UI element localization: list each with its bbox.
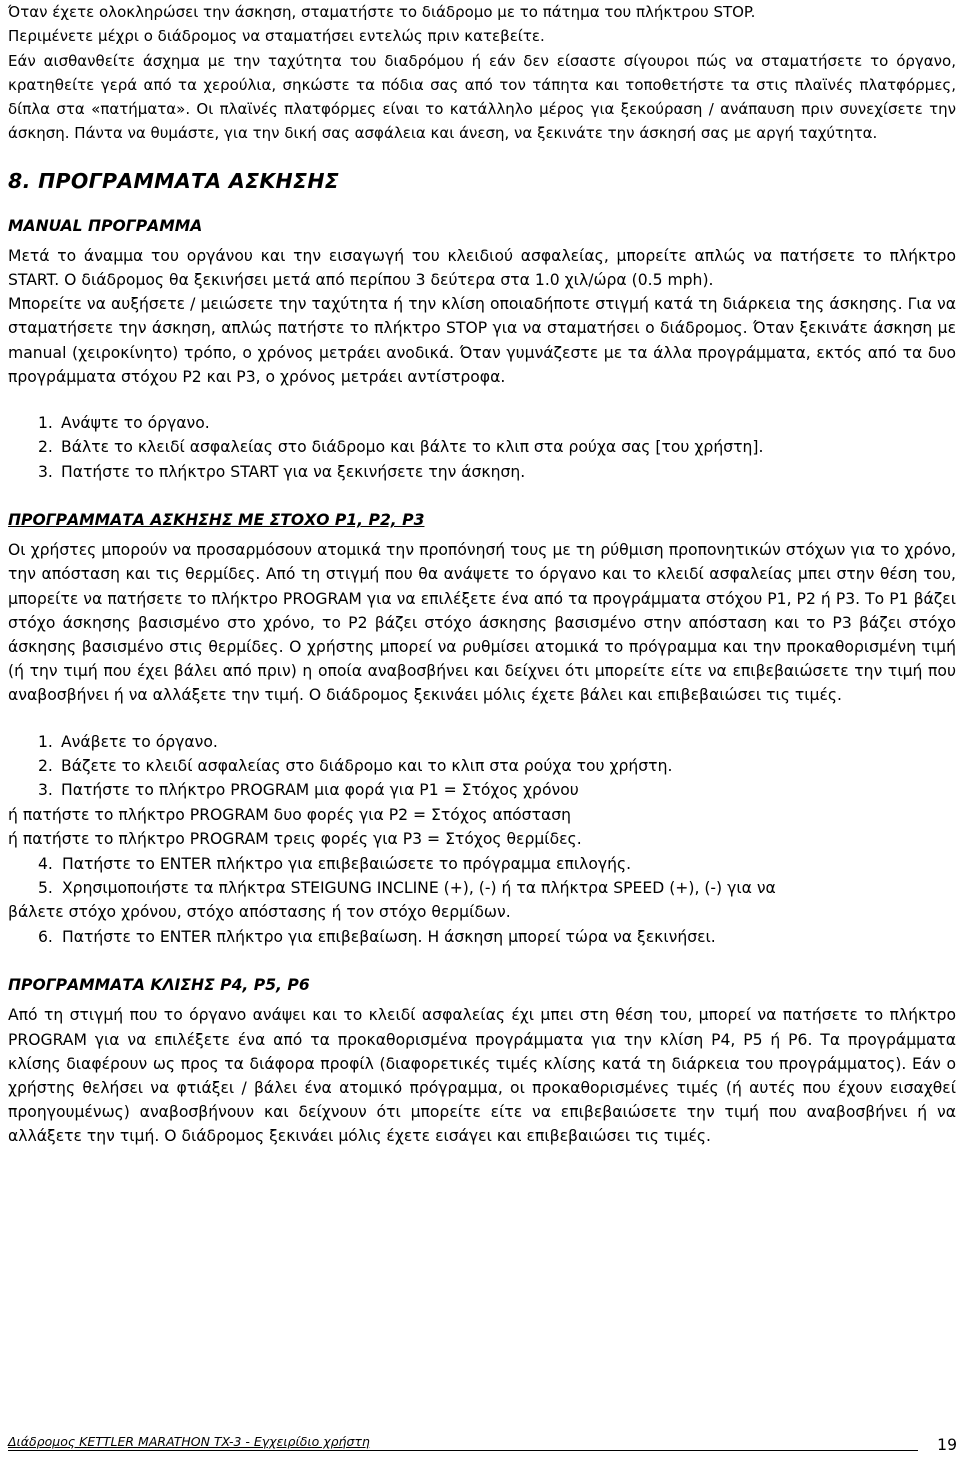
target-paragraph: Οι χρήστες μπορούν να προσαρμόσουν ατομικά την προπόνησή τους με τη ρύθμιση προπονητικών στόχων για το χρόνο, την απόσταση και τις θερμίδες. Από τη στιγμή που θα ανάψετε το όργανο και το κλειδί ασφαλείας μπει στην θέση του, μπορείτε να πατήσετε το πλήκτρο PROGRAM για να επιλέξετε ένα από τα προγράμματα στόχου P1, P2 ή P3. Το P1 βάζει στόχο άσκησης βασισμένο στο χρόνο, το P2 βάζει στόχο άσκησης βασισμένο στην απόσταση και το P3 βάζει στόχο άσκησης βασισμένο στις θερμίδες. Ο χρήστης μπορεί να ρυθμίσει ατομικά το πρόγραμμα και την προκαθορισμένη τιμή (ή την τιμή που έχει βάλει από πριν) η οποία αναβοσβήνει και δείχνει ότι μπορείτε είτε να επιβεβαιώσετε την τιμή που αναβοσβήνει ή να αλλάξετε την τιμή. Ο διάδρομος ξεκινάει μόλις έχετε βάλει και επιβεβαιώσει τις τιμές. [8,541,956,705]
list-item: 3. Πατήστε το πλήκτρο PROGRAM μια φορά για P1 = Στόχος χρόνου [38,781,579,800]
target-steps [8,730,956,950]
intro-line-1: Όταν έχετε ολοκληρώσει την άσκηση, σταματήστε το διάδρομο με το πάτημα του πλήκτρου STOP. [8,3,756,21]
section-title: 8. ΠΡΟΓΡΑΜΜΑΤΑ ΑΣΚΗΣΗΣ [8,168,340,193]
list-item: βάλετε στόχο χρόνου, στόχο απόστασης ή τον στόχο θερμίδων. [8,903,511,922]
list-item: 2. Βάζετε το κλειδί ασφαλείας στο διάδρομο και το κλιπ στα ρούχα του χρήστη. [38,757,673,776]
footer-text: Διάδρομος KETTLER MARATHON TX-3 - Εγχειρίδιο χρήστη [8,1434,370,1449]
incline-heading: ΠΡΟΓΡΑΜΜΑΤΑ ΚΛΙΣΗΣ P4, P5, P6 [8,976,310,995]
manual-steps [8,411,956,484]
list-item: 1. Ανάβετε το όργανο. [38,732,218,751]
incline-paragraph: Από τη στιγμή που το όργανο ανάψει και το κλειδί ασφαλείας έχι μπει στη θέση του, μπορεί να πατήσετε το πλήκτρο PROGRAM για να επιλέξετε ένα από τα προκαθορισμένα προγράμματα για την κλίση P4, P5 ή P6. Τα προγράμματα κλίσης διαφέρουν ως προς τα διάφορα προφίλ (διαφορετικές τιμές κλίσης κατά τη διάρκεια του προγράμματος). Εάν ο χρήστης θελήσει να φτιάξει / βάλει ένα ατομικό πρόγραμμα, οι προκαθορισμένες τιμές (ή αυτές που έχουν εισαχθεί προηγουμένως) αναβοσβήνουν και δείχνουν ότι μπορείτε είτε να επιβεβαιώσετε την τιμή που αναβοσβήνει ή να αλλάξετε την τιμή. Ο διάδρομος ξεκινάει μόλις έχετε εισάγει και επιβεβαιώσει τις τιμές. [8,1006,956,1146]
list-item: ή πατήστε το πλήκτρο PROGRAM δυο φορές για P2 = Στόχος απόσταση [8,805,572,824]
intro-line-2: Περιμένετε μέχρι ο διάδρομος να σταματήσει εντελώς πριν κατεβείτε. [8,27,545,46]
list-item: 5. Χρησιμοποιήστε τα πλήκτρα STEIGUNG INCLINE (+), (-) ή τα πλήκτρα SPEED (+), (-) για να [38,879,776,898]
list-item: ή πατήστε το πλήκτρο PROGRAM τρεις φορές για P3 = Στόχος θερμίδες. [8,830,582,849]
list-item: 6. Πατήστε το ENTER πλήκτρο για επιβεβαίωση. Η άσκηση μπορεί τώρα να ξεκινήσει. [38,927,716,946]
list-item: 1. Ανάψτε το όργανο. [38,414,210,432]
manual-heading: MANUAL ΠΡΟΓΡΑΜΜΑ [8,216,203,235]
list-item: 4. Πατήστε το ENTER πλήκτρο για επιβεβαιώσετε το πρόγραμμα επιλογής. [38,854,632,873]
manual-paragraph-2: Μπορείτε να αυξήσετε / μειώσετε την ταχύτητα ή την κλίση οποιαδήποτε στιγμή κατά τη διάρκεια της άσκησης. Για να σταματήσετε την άσκηση, απλώς πατήστε το πλήκτρο STOP για να σταματήσει ο διάδρομος. Όταν ξεκινάτε άσκηση με manual (χειροκίνητο) τρόπο, ο χρόνος μετράει ανοδικά. Όταν γυμνάζεστε με τα άλλα προγράμματα, εκτός από τα δυο προγράμματα στόχου P2 και P3, ο χρόνος μετράει αντίστροφα. [8,295,956,386]
intro-paragraph: Εάν αισθανθείτε άσχημα με την ταχύτητα του διαδρόμου ή εάν δεν είσαστε σίγουροι πώς να σταματήσετε το όργανο, κρατηθείτε γερά από τα χερούλια, σηκώστε τα πόδια σας από τον τάπητα και τοποθετήστε τα στις πλαϊνές πλατφόρμες, δίπλα στα «πατήματα». Οι πλαϊνές πλατφόρμες είναι το κατάλληλο μέρος για ξεκούραση / ανάπαυση πριν συνεχίσετε την άσκηση. Πάντα να θυμάστε, για την δική σας ασφάλεια και άνεση, να ξεκινάτε την άσκησή σας με αργή ταχύτητα. [8,51,956,143]
manual-paragraph-1: Μετά το άναμμα του οργάνου και την εισαγωγή του κλειδιού ασφαλείας, μπορείτε απλώς να πατήσετε το πλήκτρο START. Ο διάδρομος θα ξεκινήσει μετά από περίπου 3 δεύτερα στα 1.0 χιλ/ώρα (0.5 mph). [8,246,956,289]
document-page [8,0,956,1149]
page-number: 19 [937,1436,957,1454]
list-item: 2. Βάλτε το κλειδί ασφαλείας στο διάδρομο και βάλτε το κλιπ στα ρούχα σας [του χρήστη]. [38,438,764,457]
footer [8,1430,918,1451]
target-heading: ΠΡΟΓΡΑΜΜΑΤΑ ΑΣΚΗΣΗΣ ΜΕ ΣΤΟΧΟ P1, P2, P3 [8,511,425,530]
list-item: 3. Πατήστε το πλήκτρο START για να ξεκινήσετε την άσκηση. [38,462,526,481]
